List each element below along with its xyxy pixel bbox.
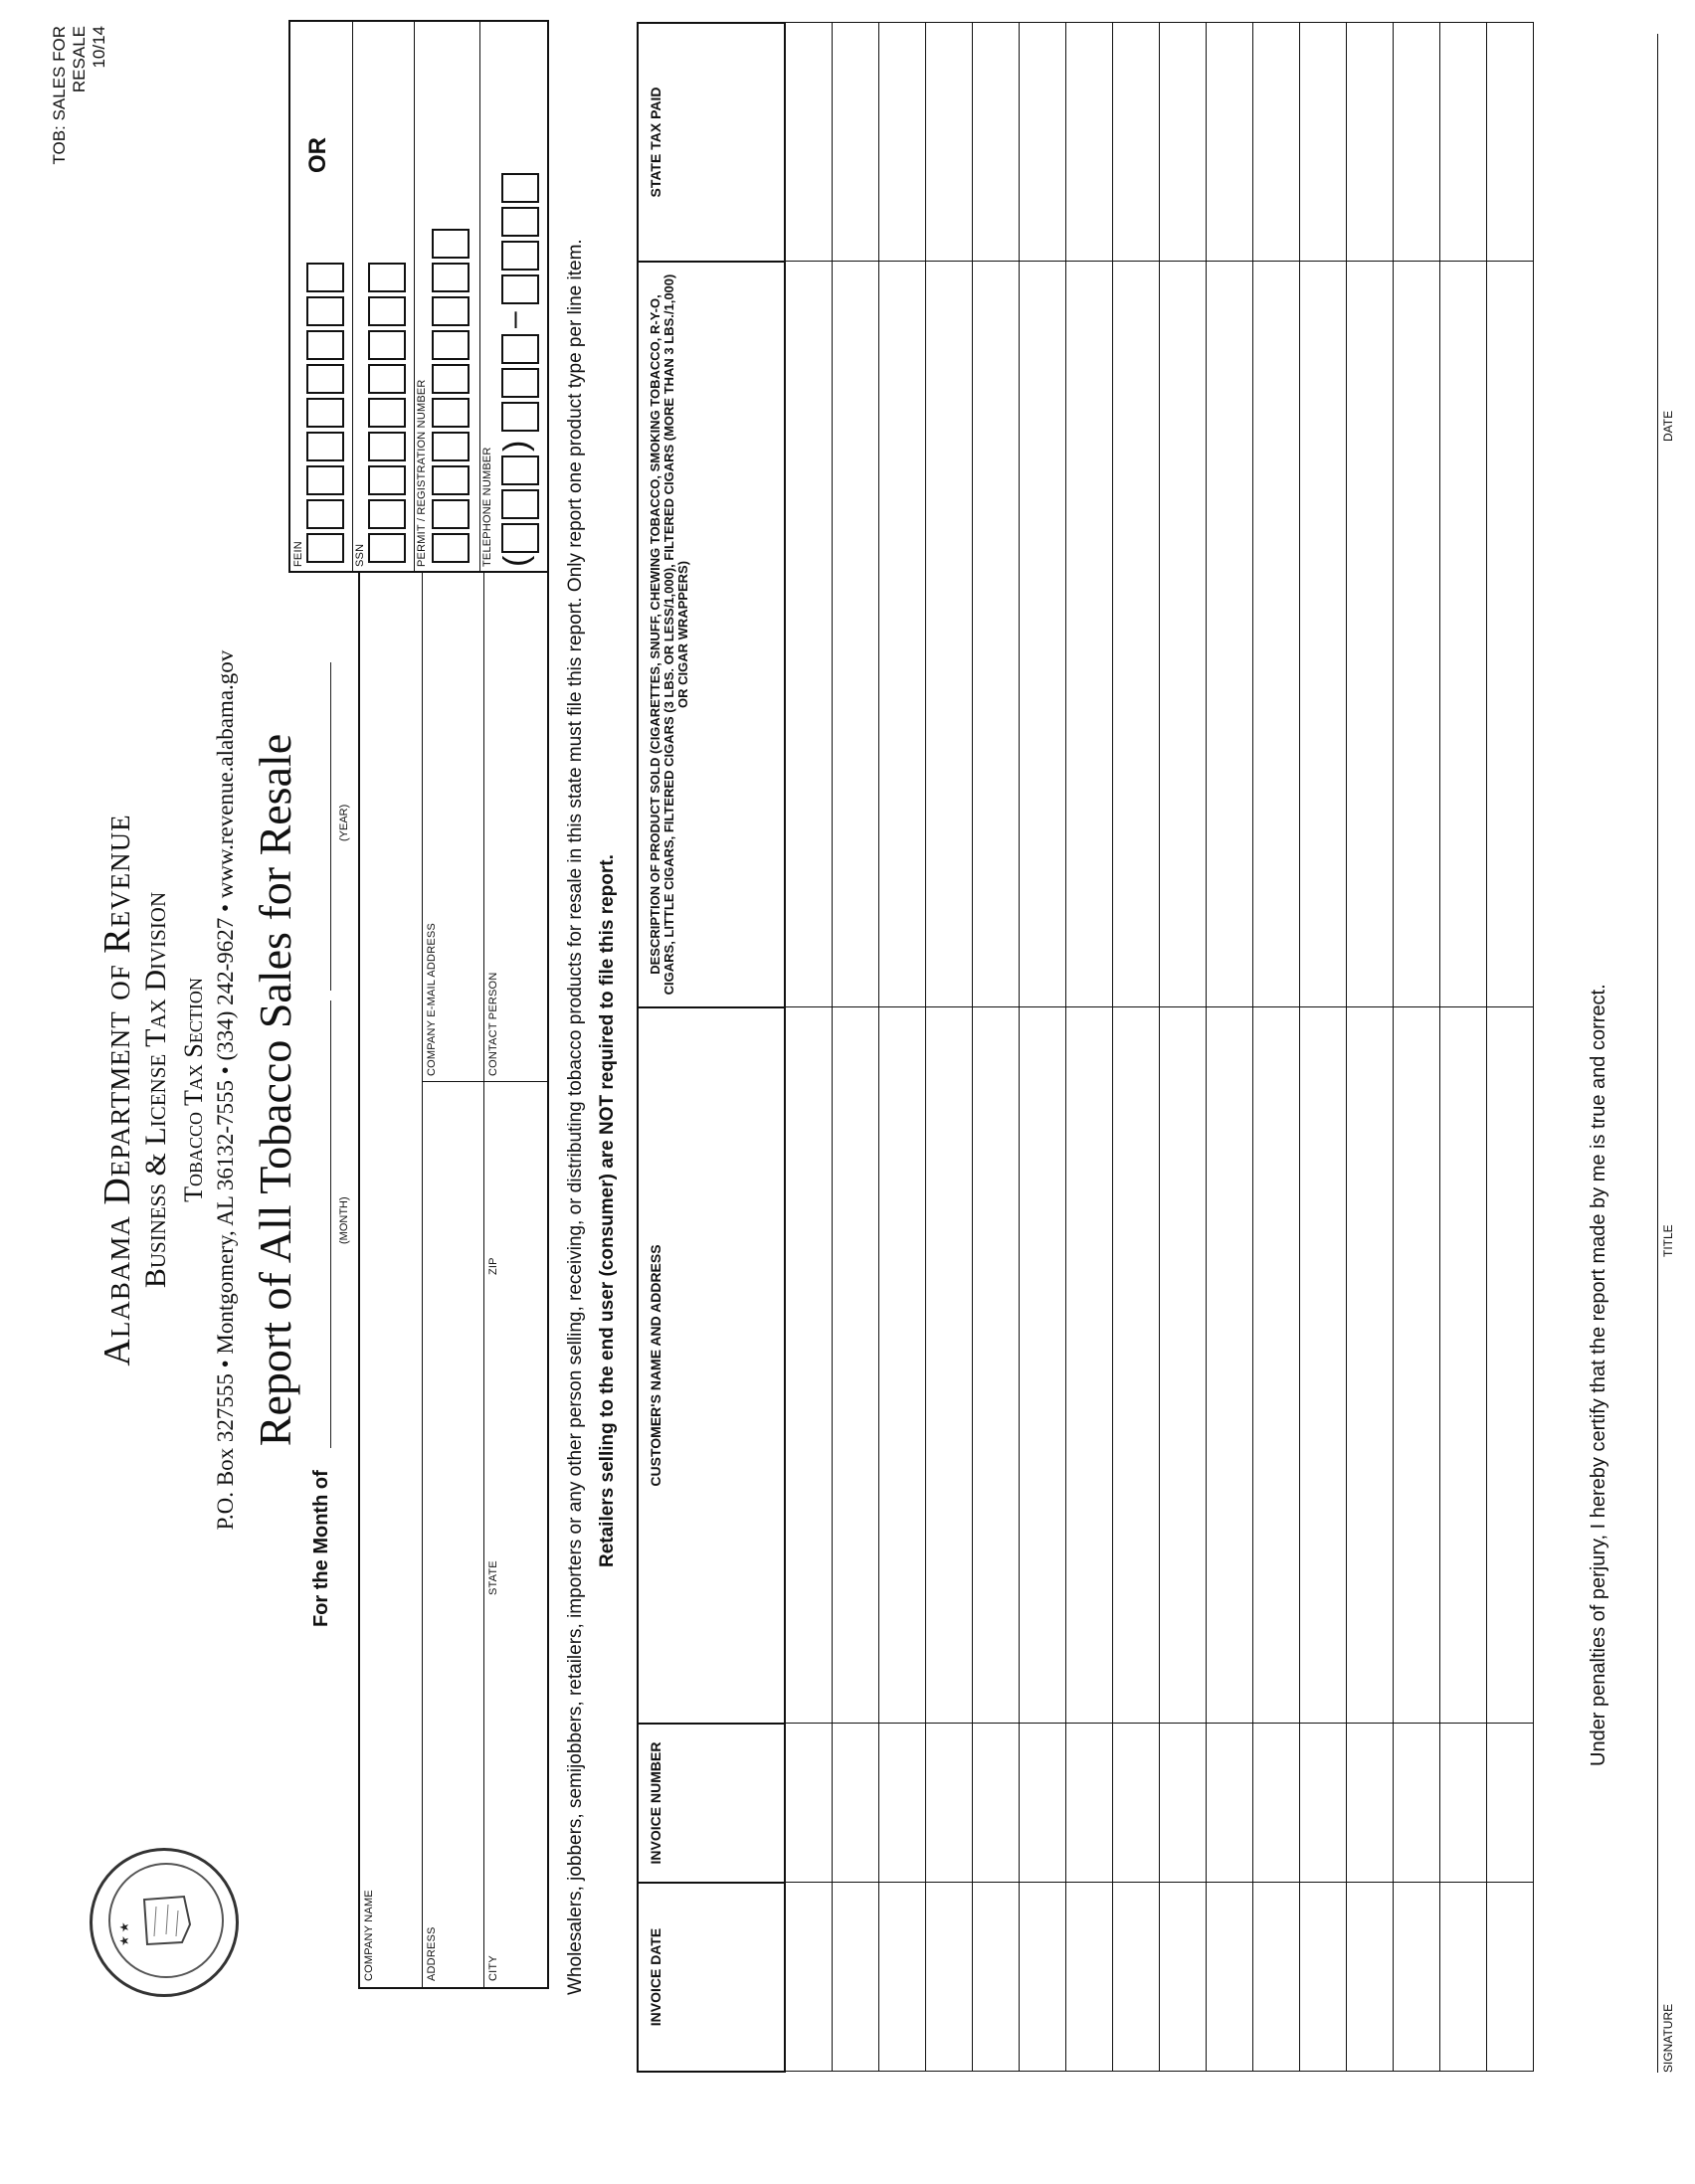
company-info-box	[358, 477, 549, 1989]
city-field[interactable]	[483, 1082, 549, 1987]
table-row	[1394, 23, 1440, 2072]
table-row	[1113, 23, 1160, 2072]
table-cell[interactable]	[833, 262, 879, 1007]
column-header: DESCRIPTION OF PRODUCT SOLD (CIGARETTES, SNUFF, CHEWING TOBACCO, SMOKING TOBACCO, R-Y-O, CIGARS, LITTLE CIGARS, FILTERED CIGARS (3 LBS. OR LESS/1,000), FILTERED CIGARS (MORE THAN 3 LBS./1,000) OR CIGAR WRAPPERS)	[638, 262, 785, 1007]
table-row	[1160, 23, 1207, 2072]
table-cell[interactable]	[1253, 262, 1300, 1007]
table-cell[interactable]	[833, 23, 879, 262]
table-row	[1487, 23, 1534, 2072]
table-cell[interactable]	[1160, 1007, 1207, 1724]
period-row	[310, 434, 350, 1627]
sales-table	[637, 22, 1534, 2073]
table-cell[interactable]	[1487, 1007, 1534, 1724]
city-label: CITY	[487, 1955, 499, 1981]
company-name-field[interactable]	[360, 479, 422, 1987]
phone-label: TELEPHONE NUMBER	[481, 447, 493, 567]
table-row	[833, 23, 879, 2072]
year-field[interactable]	[330, 662, 331, 991]
alabama-seal-logo	[90, 1848, 239, 1997]
table-cell[interactable]	[1113, 23, 1160, 262]
table-cell[interactable]	[1300, 1007, 1347, 1724]
table-cell[interactable]	[926, 23, 973, 262]
table-cell[interactable]	[1066, 1007, 1113, 1724]
title-line[interactable]	[1657, 442, 1658, 1257]
table-cell[interactable]	[785, 1007, 833, 1724]
state-label: STATE	[487, 1560, 499, 1595]
table-cell[interactable]	[1207, 262, 1253, 1007]
table-cell[interactable]	[1394, 262, 1440, 1007]
table-cell[interactable]	[1160, 1883, 1207, 2072]
table-cell[interactable]	[1066, 23, 1113, 262]
table-cell[interactable]	[1347, 262, 1394, 1007]
column-header: INVOICE DATE	[638, 1883, 785, 2072]
period-label: For the Month of	[310, 1470, 332, 1627]
table-cell[interactable]	[1253, 23, 1300, 262]
table-cell[interactable]	[879, 1724, 926, 1883]
table-cell[interactable]	[973, 23, 1020, 262]
table-row	[1066, 23, 1113, 2072]
table-row	[1440, 23, 1487, 2072]
form-code-line2: 10/14	[90, 26, 108, 69]
column-header: STATE TAX PAID	[638, 23, 785, 262]
table-cell[interactable]	[1020, 23, 1066, 262]
table-cell[interactable]	[1347, 23, 1394, 262]
table-row	[1253, 23, 1300, 2072]
table-cell[interactable]	[1207, 23, 1253, 262]
column-header: CUSTOMER'S NAME AND ADDRESS	[638, 1007, 785, 1724]
table-cell[interactable]	[926, 1724, 973, 1883]
table-cell[interactable]	[1300, 23, 1347, 262]
table-cell[interactable]	[973, 1724, 1020, 1883]
address-label: ADDRESS	[426, 1926, 438, 1981]
table-cell[interactable]	[1487, 23, 1534, 262]
division-name: Business & License Tax Division	[139, 891, 172, 1289]
fein-field[interactable]	[304, 22, 352, 571]
table-cell[interactable]	[1440, 1883, 1487, 2072]
table-cell[interactable]	[785, 1883, 833, 2072]
table-row	[785, 23, 833, 2072]
table-cell[interactable]	[1207, 1724, 1253, 1883]
table-cell[interactable]	[879, 262, 926, 1007]
table-cell[interactable]	[1160, 23, 1207, 262]
form-title: Report of All Tobacco Sales for Resale	[250, 733, 300, 1447]
table-cell[interactable]	[879, 23, 926, 262]
table-cell[interactable]	[1440, 1724, 1487, 1883]
table-cell[interactable]	[1253, 1724, 1300, 1883]
table-cell[interactable]	[833, 1007, 879, 1724]
table-cell[interactable]	[1113, 1883, 1160, 2072]
table-cell[interactable]	[1113, 1724, 1160, 1883]
table-cell[interactable]	[1253, 1007, 1300, 1724]
table-row	[1300, 23, 1347, 2072]
permit-field[interactable]	[428, 22, 477, 571]
table-header-row	[638, 23, 785, 2072]
table-cell[interactable]	[1300, 1724, 1347, 1883]
phone-field[interactable]	[493, 22, 547, 571]
column-header: INVOICE NUMBER	[638, 1724, 785, 1883]
title-label: TITLE	[1661, 1224, 1675, 1257]
date-line[interactable]	[1657, 34, 1658, 442]
table-cell[interactable]	[1347, 1883, 1394, 2072]
section-name: Tobacco Tax Section	[179, 978, 208, 1202]
table-cell[interactable]	[973, 1007, 1020, 1724]
table-row	[1207, 23, 1253, 2072]
ssn-field[interactable]	[366, 22, 414, 571]
table-cell[interactable]	[1020, 1007, 1066, 1724]
department-name: Alabama Department of Revenue	[96, 814, 138, 1366]
year-caption: (YEAR)	[338, 804, 350, 841]
table-cell[interactable]	[785, 23, 833, 262]
svg-text:★ ★: ★ ★	[117, 1921, 131, 1946]
table-cell[interactable]	[1487, 262, 1534, 1007]
ssn-label: SSN	[354, 543, 366, 567]
zip-label: ZIP	[487, 1257, 499, 1275]
permit-label: PERMIT / REGISTRATION NUMBER	[416, 379, 428, 567]
address-field[interactable]	[422, 1082, 483, 1987]
table-cell[interactable]	[833, 1883, 879, 2072]
table-cell[interactable]	[1113, 262, 1160, 1007]
table-cell[interactable]	[1066, 1724, 1113, 1883]
table-cell[interactable]	[1394, 1724, 1440, 1883]
table-cell[interactable]	[1020, 262, 1066, 1007]
table-cell[interactable]	[1394, 1007, 1440, 1724]
table-row	[1347, 23, 1394, 2072]
email-label: COMPANY E-MAIL ADDRESS	[426, 923, 438, 1076]
table-row	[973, 23, 1020, 2072]
table-cell[interactable]	[1440, 262, 1487, 1007]
table-cell[interactable]	[785, 262, 833, 1007]
table-cell[interactable]	[1394, 1883, 1440, 2072]
fein-label: FEIN	[292, 541, 304, 567]
certification-statement: Under penalties of perjury, I hereby certify that the report made by me is true and correct.	[1588, 984, 1609, 1766]
table-cell[interactable]	[1020, 1883, 1066, 2072]
table-cell[interactable]	[1160, 262, 1207, 1007]
filing-instructions: Wholesalers, jobbers, semijobbers, retailers, importers or any other person selling, receiving, or distributing tobacco products for resale in this state must file this report. Only report one product type per line item.	[565, 239, 586, 1995]
retailer-exemption-note: Retailers selling to the end user (consumer) are NOT required to file this report.	[597, 854, 618, 1567]
date-label: DATE	[1661, 410, 1675, 442]
table-cell[interactable]	[785, 1724, 833, 1883]
table-cell[interactable]	[926, 262, 973, 1007]
table-cell[interactable]	[1347, 1007, 1394, 1724]
table-cell[interactable]	[973, 1883, 1020, 2072]
month-caption: (MONTH)	[338, 1196, 350, 1244]
company-name-label: COMPANY NAME	[363, 1890, 375, 1981]
table-cell[interactable]	[879, 1883, 926, 2072]
table-cell[interactable]	[1207, 1007, 1253, 1724]
table-cell[interactable]	[1066, 1883, 1113, 2072]
table-cell[interactable]	[1300, 1883, 1347, 2072]
table-cell[interactable]	[1300, 262, 1347, 1007]
table-cell[interactable]	[1253, 1883, 1300, 2072]
table-cell[interactable]	[1207, 1883, 1253, 2072]
table-cell[interactable]	[973, 262, 1020, 1007]
table-cell[interactable]	[1487, 1724, 1534, 1883]
contact-label: CONTACT PERSON	[487, 972, 499, 1076]
table-row	[926, 23, 973, 2072]
table-cell[interactable]	[1394, 23, 1440, 262]
table-cell[interactable]	[1440, 23, 1487, 262]
seal-map-icon	[93, 1851, 236, 1994]
phone-paren-close: )	[497, 440, 535, 452]
or-label: OR	[304, 137, 331, 173]
signature-label: SIGNATURE	[1661, 2003, 1675, 2073]
table-row	[1020, 23, 1066, 2072]
table-cell[interactable]	[1020, 1724, 1066, 1883]
table-cell[interactable]	[833, 1724, 879, 1883]
month-field[interactable]	[330, 1001, 331, 1448]
signature-line[interactable]	[1657, 1257, 1658, 2073]
id-numbers-box	[288, 20, 549, 573]
phone-dash: –	[497, 311, 530, 328]
table-cell[interactable]	[1066, 262, 1113, 1007]
table-cell[interactable]	[1487, 1883, 1534, 2072]
phone-paren-open: (	[497, 555, 535, 567]
table-cell[interactable]	[926, 1883, 973, 2072]
table-cell[interactable]	[1113, 1007, 1160, 1724]
table-cell[interactable]	[926, 1007, 973, 1724]
form-code	[50, 26, 109, 205]
table-cell[interactable]	[1160, 1724, 1207, 1883]
form-code-line1: TOB: SALES FOR RESALE	[50, 26, 89, 165]
table-cell[interactable]	[879, 1007, 926, 1724]
table-row	[879, 23, 926, 2072]
table-cell[interactable]	[1347, 1724, 1394, 1883]
table-cell[interactable]	[1440, 1007, 1487, 1724]
department-address: P.O. Box 327555 • Montgomery, AL 36132-7555 • (334) 242-9627 • www.revenue.alabama.gov	[213, 649, 238, 1531]
